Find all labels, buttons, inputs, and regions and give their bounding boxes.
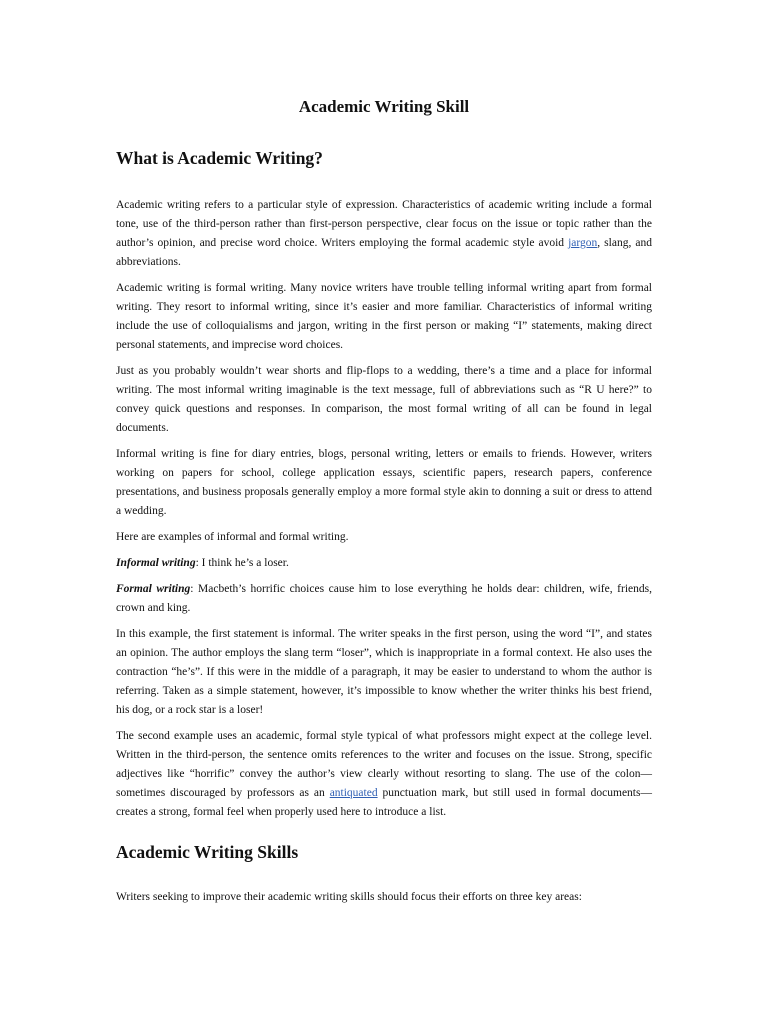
paragraph-text: , slang, and abbreviations.	[116, 237, 652, 268]
formal-example-text: : Macbeth’s horrific choices cause him to lose everything he holds dear: children, wife, friends, crown and king.	[116, 583, 652, 614]
document-title: Academic Writing Skill	[298, 97, 470, 116]
section-heading-academic-writing-skills: Academic Writing Skills	[116, 842, 299, 862]
paragraph-formal-analysis	[116, 727, 652, 822]
paragraph-formal-writing: Academic writing is formal writing. Many novice writers have trouble telling informal writing apart from formal writing. They resort to informal writing, since it’s easier and more familiar. Characteristics of informal writing include the use of colloquialisms and jargon, writing in the first person or making “I” statements, making direct personal statements, and imprecise word choices.	[116, 282, 652, 351]
informal-example	[116, 554, 652, 573]
paragraph-skills-intro: Writers seeking to improve their academic writing skills should focus their efforts on three key areas:	[116, 891, 582, 903]
paragraph-informal-analysis: In this example, the first statement is informal. The writer speaks in the first person, using the word “I”, and states an opinion. The author employs the slang term “loser”, which is inappropriate in a formal context. He also uses the contraction “he’s”. If this were in the middle of a paragraph, it may be easier to understand to whom the author is referring. Taken as a simple statement, however, it’s impossible to know whether the writer thinks his best friend, his dog, or a rock star is a loser!	[116, 628, 652, 716]
informal-example-text: : I think he’s a loser.	[195, 557, 289, 569]
paragraph-examples-intro: Here are examples of informal and formal writing.	[116, 531, 349, 543]
paragraph-time-and-place: Just as you probably wouldn’t wear shorts and flip-flops to a wedding, there’s a time and a place for informal writing. The most informal writing imaginable is the text message, full of abbreviations such as “R U here?” to convey quick questions and responses. In comparison, the most formal writing of all can be found in legal documents.	[116, 365, 652, 434]
informal-example-label: Informal writing	[116, 557, 196, 569]
paragraph-text: Academic writing refers to a particular style of expression. Characteristics of academic writing include a formal tone, use of the third-person rather than first-person perspective, clear focus on the issue or topic rather than the author’s opinion, and precise word choice. Writers employing the formal academic style avoid	[116, 199, 652, 249]
paragraph-text: The second example uses an academic, formal style typical of what professors might expect at the college level. Written in the third-person, the sentence omits references to the writer and focuses on the issue. Strong, specific adjectives like “horrific” convey the author’s view clearly without resorting to slang. The use of the colon—sometimes discouraged by professors as an	[116, 730, 652, 799]
paragraph-definition	[116, 196, 652, 272]
paragraph-informal-uses: Informal writing is fine for diary entries, blogs, personal writing, letters or emails to friends. However, writers working on papers for school, college application essays, scientific papers, research papers, conference presentations, and business proposals generally employ a more formal style akin to donning a suit or dress to attend a wedding.	[116, 448, 652, 517]
antiquated-link[interactable]: antiquated	[329, 787, 378, 799]
formal-example	[116, 580, 652, 618]
formal-example-label: Formal writing	[116, 583, 191, 595]
paragraph-text: punctuation mark, but still used in formal documents—creates a strong, formal feel when properly used here to introduce a list.	[116, 787, 652, 818]
jargon-link[interactable]: jargon	[568, 237, 598, 249]
section-heading-what-is-academic-writing: What is Academic Writing?	[116, 148, 323, 168]
